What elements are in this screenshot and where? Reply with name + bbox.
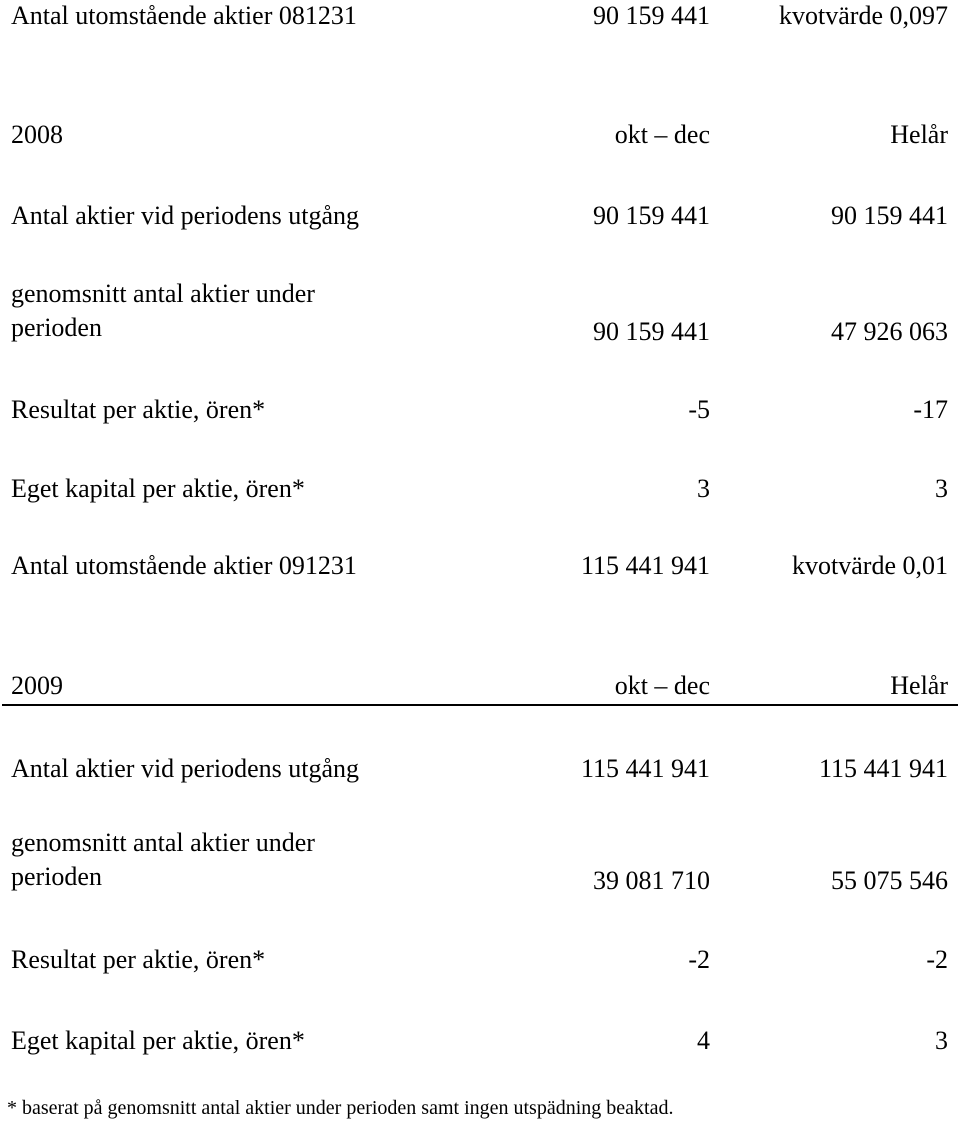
- row-full-year-value: 115 441 941: [818, 754, 948, 783]
- row-period-value: 4: [697, 1026, 710, 1055]
- footnote: * baserat på genomsnitt antal aktier under perioden samt ingen utspädning beaktad.: [7, 1097, 674, 1119]
- row-period-value: 90 159 441: [593, 317, 710, 346]
- header-divider: [2, 704, 958, 706]
- row-period-value: 90 159 441: [593, 201, 710, 230]
- table-row: [0, 277, 960, 349]
- row-label: Eget kapital per aktie, ören*: [11, 1026, 305, 1055]
- row-full-year-value: 55 075 546: [831, 866, 948, 895]
- summary-2008-quota: kvotvärde 0,097: [779, 1, 948, 30]
- row-full-year-value: 90 159 441: [831, 201, 948, 230]
- table-row: [0, 196, 960, 236]
- table-row: [0, 940, 960, 980]
- row-label: [11, 277, 315, 345]
- summary-2008-value: 90 159 441: [593, 1, 710, 30]
- row-label: Antal aktier vid periodens utgång: [11, 754, 360, 783]
- summary-2009-quota: kvotvärde 0,01: [792, 551, 948, 580]
- table-2008-header: [0, 115, 960, 155]
- row-full-year-value: -2: [926, 945, 948, 974]
- summary-2009-value: 115 441 941: [580, 551, 710, 580]
- row-label: Resultat per aktie, ören*: [11, 945, 266, 974]
- table-2009-year: 2009: [11, 671, 63, 700]
- row-full-year-value: -17: [913, 395, 948, 424]
- table-2008-period-header: okt – dec: [614, 120, 710, 149]
- table-2009-full-year-header: Helår: [890, 671, 948, 700]
- row-full-year-value: 47 926 063: [831, 317, 948, 346]
- row-label-line1: genomsnitt antal aktier under: [11, 279, 315, 308]
- row-label: Antal aktier vid periodens utgång: [11, 201, 360, 230]
- table-2008-year: 2008: [11, 120, 63, 149]
- table-row: [0, 749, 960, 789]
- row-label-line2: perioden: [11, 862, 102, 891]
- row-period-value: 115 441 941: [580, 754, 710, 783]
- summary-2008-label: Antal utomstående aktier 081231: [11, 1, 357, 30]
- row-label-line1: genomsnitt antal aktier under: [11, 828, 315, 857]
- row-full-year-value: 3: [935, 474, 948, 503]
- table-2009-header: [0, 666, 960, 706]
- row-label: Resultat per aktie, ören*: [11, 395, 266, 424]
- table-row: [0, 826, 960, 898]
- table-2008-full-year-header: Helår: [890, 120, 948, 149]
- row-period-value: -5: [688, 395, 710, 424]
- row-label: [11, 826, 315, 894]
- row-label-line2: perioden: [11, 313, 102, 342]
- row-period-value: -2: [688, 945, 710, 974]
- table-2009-period-header: okt – dec: [614, 671, 710, 700]
- table-row: [0, 469, 960, 509]
- row-full-year-value: 3: [935, 1026, 948, 1055]
- table-row: [0, 390, 960, 430]
- summary-2009-row: [0, 546, 960, 586]
- row-period-value: 39 081 710: [593, 866, 710, 895]
- summary-2008-row: [0, 0, 960, 36]
- row-period-value: 3: [697, 474, 710, 503]
- table-row: [0, 1021, 960, 1061]
- row-label: Eget kapital per aktie, ören*: [11, 474, 305, 503]
- summary-2009-label: Antal utomstående aktier 091231: [11, 551, 357, 580]
